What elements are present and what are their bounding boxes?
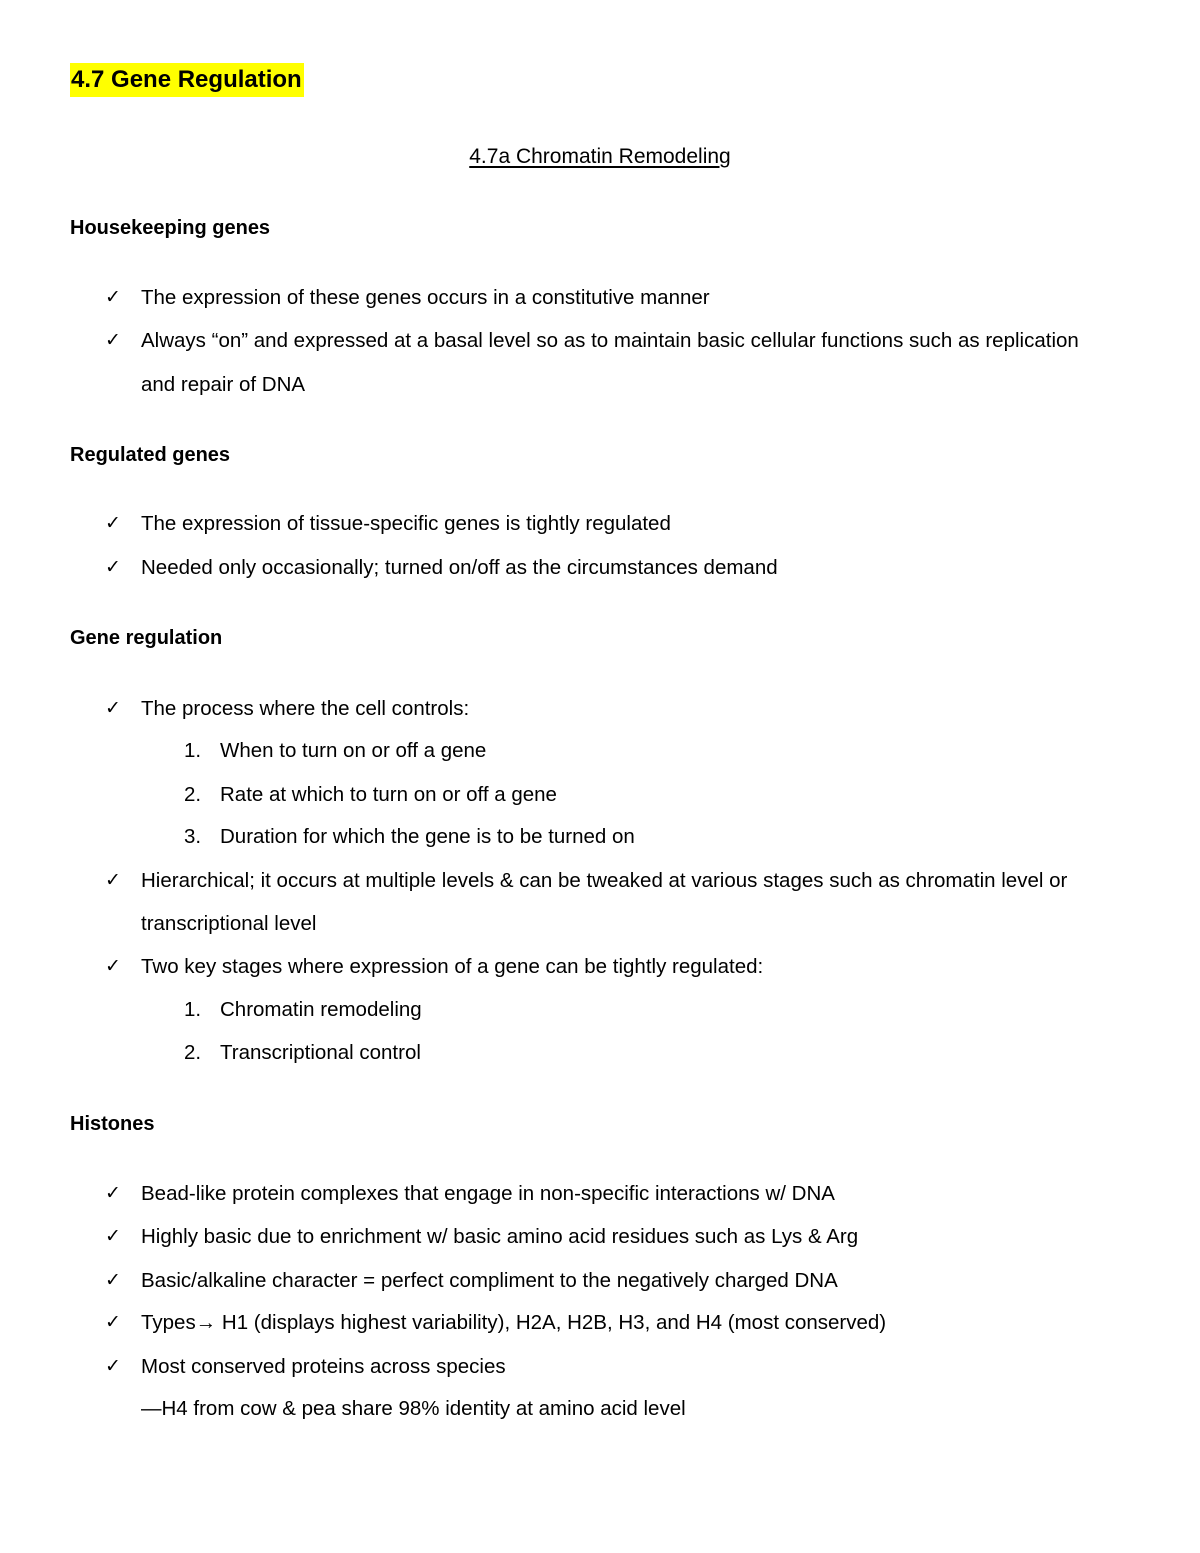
check-icon: ✓ bbox=[105, 1270, 121, 1291]
bullet-subnote: —H4 from cow & pea share 98% identity at amino acid level bbox=[141, 1397, 686, 1420]
bullet-text: Basic/alkaline character = perfect compliment to the negatively charged DNA bbox=[141, 1269, 838, 1292]
check-icon: ✓ bbox=[105, 1226, 121, 1247]
heading-gene-regulation: Gene regulation bbox=[70, 627, 223, 649]
list-number: 2. bbox=[184, 783, 202, 806]
list-item: Duration for which the gene is to be turned on bbox=[220, 825, 635, 848]
list-number: 3. bbox=[184, 825, 202, 848]
bullet-text: The process where the cell controls: bbox=[141, 697, 470, 720]
heading-histones: Histones bbox=[70, 1113, 155, 1135]
check-icon: ✓ bbox=[105, 513, 121, 534]
check-icon: ✓ bbox=[105, 1312, 121, 1333]
bullet-text: Most conserved proteins across species bbox=[141, 1355, 506, 1378]
heading-regulated-genes: Regulated genes bbox=[70, 444, 231, 466]
list-number: 1. bbox=[184, 739, 202, 762]
list-number: 2. bbox=[184, 1041, 202, 1064]
title-text: 4.7 Gene Regulation bbox=[71, 66, 302, 93]
list-item: Transcriptional control bbox=[220, 1041, 421, 1064]
check-icon: ✓ bbox=[105, 330, 121, 351]
list-item: Chromatin remodeling bbox=[220, 998, 422, 1021]
check-icon: ✓ bbox=[105, 870, 121, 891]
bullet-text: Types→ H1 (displays highest variability), H2A, H2B, H3, and H4 (most conserved) bbox=[141, 1311, 887, 1334]
bullet-text: The expression of tissue-specific genes is tightly regulated bbox=[141, 512, 671, 535]
check-icon: ✓ bbox=[105, 956, 121, 977]
check-icon: ✓ bbox=[105, 1183, 121, 1204]
list-number: 1. bbox=[184, 998, 202, 1021]
bullet-text: Needed only occasionally; turned on/off as the circumstances demand bbox=[141, 556, 778, 579]
bullet-text: Hierarchical; it occurs at multiple levels & can be tweaked at various stages such as chromatin level or bbox=[141, 869, 1068, 892]
check-icon: ✓ bbox=[105, 287, 121, 308]
bullet-text-continued: transcriptional level bbox=[141, 912, 317, 935]
section-subtitle bbox=[0, 142, 1200, 172]
heading-housekeeping-genes: Housekeeping genes bbox=[70, 217, 271, 239]
bullet-text: Always “on” and expressed at a basal level so as to maintain basic cellular functions such as replication bbox=[141, 329, 1079, 352]
check-icon: ✓ bbox=[105, 698, 121, 719]
bullet-text-continued: and repair of DNA bbox=[141, 373, 306, 396]
list-item: Rate at which to turn on or off a gene bbox=[220, 783, 557, 806]
bullet-text: Two key stages where expression of a gene can be tightly regulated: bbox=[141, 955, 764, 978]
bullet-text: Bead-like protein complexes that engage in non-specific interactions w/ DNA bbox=[141, 1182, 835, 1205]
subtitle-text: 4.7a Chromatin Remodeling bbox=[469, 145, 731, 168]
bullet-text: The expression of these genes occurs in a constitutive manner bbox=[141, 286, 710, 309]
check-icon: ✓ bbox=[105, 557, 121, 578]
list-item: When to turn on or off a gene bbox=[220, 739, 487, 762]
check-icon: ✓ bbox=[105, 1356, 121, 1377]
bullet-text: Highly basic due to enrichment w/ basic amino acid residues such as Lys & Arg bbox=[141, 1225, 859, 1248]
document-title bbox=[70, 63, 304, 97]
